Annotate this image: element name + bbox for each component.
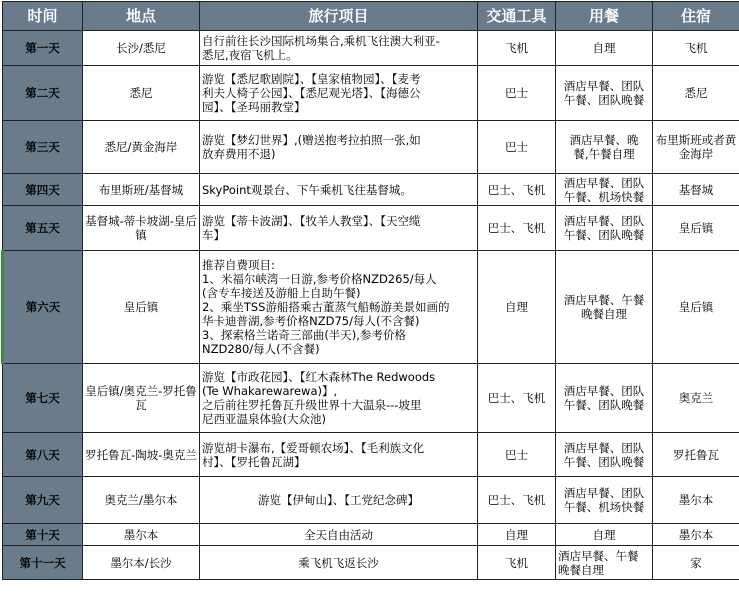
meals-cell [556,524,653,546]
itinerary-line: 车】 [202,228,475,242]
itinerary-line: 园】、【圣玛丽教堂】 [202,100,475,114]
transport-cell: 巴士、飞机 [478,477,556,524]
lodging-cell: 皇后镇 [653,251,739,364]
day-cell: 第六天 [3,251,83,364]
meals-cell [556,31,653,66]
table-row [3,206,739,251]
transport-cell: 巴士 [478,66,556,121]
table-row [3,546,739,580]
itinerary-line: 1、米福尔峡湾一日游,参考价格NZD265/每人 [202,272,475,286]
transport-cell: 飞机 [478,31,556,66]
meals-line: 酒店早餐、晚 [558,133,650,147]
itinerary-line: 利夫人椅子公园】、【悉尼观光塔】、【海德公 [202,86,475,100]
table-row [3,477,739,524]
meals-cell [556,546,653,580]
meals-cell [556,251,653,364]
itinerary-line: NZD280/每人(不含餐) [202,342,475,356]
itinerary-line: 游览胡卡瀑布,【爱哥顿农场】、【毛利族文化 [202,441,475,455]
header-place: 地点 [83,2,200,31]
itinerary-cell [200,31,478,66]
itinerary-line: 2、乘坐TSS游船搭乘古董蒸气船畅游美景如画的 [202,300,475,314]
place-cell: 奥克兰/墨尔本 [83,477,200,524]
itinerary-line: 3、探索格兰诺奇三部曲(半天),参考价格 [202,328,475,342]
meals-line: 酒店早餐、午餐 [558,549,650,563]
table-row [3,174,739,206]
meals-line: 晚餐自理 [558,307,650,321]
itinerary-rows [3,31,739,580]
meals-line: 餐,午餐自理 [558,147,650,161]
itinerary-line: 放弃费用不退) [202,147,475,161]
table-row [3,524,739,546]
transport-cell: 巴士、飞机 [478,206,556,251]
table-row [3,251,739,364]
itinerary-line: 自行前往长沙国际机场集合,乘机飞往澳大利亚- [202,34,475,48]
day-cell: 第一天 [3,31,83,66]
table-row [3,121,739,174]
itinerary-line: 之后前往罗托鲁瓦升级世界十大温泉---坡里 [202,398,475,412]
lodging-cell: 奥克兰 [653,364,739,433]
meals-cell [556,66,653,121]
lodging-cell: 墨尔本 [653,524,739,546]
transport-cell: 飞机 [478,546,556,580]
itinerary-line: (含专车接送及游船上自助午餐) [202,286,475,300]
table-row [3,364,739,433]
header-meals: 用餐 [556,2,653,31]
header-lodging: 住宿 [653,2,739,31]
transport-cell: 巴士 [478,433,556,477]
lodging-cell: 布里斯班或者黄金海岸 [653,121,739,174]
table-row [3,66,739,121]
place-cell: 布里斯班/基督城 [83,174,200,206]
day-cell: 第五天 [3,206,83,251]
itinerary-line: SkyPoint观景台、下午乘机飞往基督城。 [202,183,475,197]
transport-cell: 巴士、飞机 [478,174,556,206]
itinerary-line: 游览【市政花园】、【红木森林The Redwoods [202,370,475,384]
meals-cell [556,364,653,433]
day-cell: 第三天 [3,121,83,174]
itinerary-cell [200,121,478,174]
transport-cell: 自理 [478,251,556,364]
lodging-cell: 基督城 [653,174,739,206]
place-cell: 墨尔本/长沙 [83,546,200,580]
header-transport: 交通工具 [478,2,556,31]
header-itinerary: 旅行项目 [200,2,478,31]
itinerary-line: 村】、【罗托鲁瓦湖】 [202,455,475,469]
itinerary-line: 游览【蒂卡波湖】、【牧羊人教堂】、【天空缆 [202,214,475,228]
itinerary-cell [200,66,478,121]
place-cell: 皇后镇 [83,251,200,364]
itinerary-cell [200,206,478,251]
place-cell: 悉尼/黄金海岸 [83,121,200,174]
itinerary-cell [200,364,478,433]
meals-line: 酒店早餐、团队 [558,214,650,228]
header-row [3,2,739,31]
meals-line: 午餐、团队晚餐 [558,228,650,242]
day-cell: 第九天 [3,477,83,524]
meals-line: 晚餐自理 [558,563,650,577]
transport-cell: 巴士、飞机 [478,364,556,433]
day-cell: 第四天 [3,174,83,206]
meals-line: 酒店早餐、团队 [558,486,650,500]
itinerary-line: 乘飞机飞返长沙 [202,556,475,570]
day-cell: 第十天 [3,524,83,546]
meals-cell [556,121,653,174]
itinerary-line: 悉尼,夜宿飞机上。 [202,48,475,62]
meals-line: 自理 [558,528,650,542]
meals-cell [556,477,653,524]
itinerary-cell [200,174,478,206]
meals-line: 酒店早餐、团队 [558,176,650,190]
meals-line: 午餐、机场快餐 [558,190,650,204]
day-cell: 第七天 [3,364,83,433]
place-cell: 皇后镇/奥克兰-罗托鲁瓦 [83,364,200,433]
lodging-cell: 墨尔本 [653,477,739,524]
lodging-cell: 飞机 [653,31,739,66]
itinerary-table [1,1,739,580]
meals-line: 午餐、机场快餐 [558,500,650,514]
meals-line: 午餐、团队晚餐 [558,93,650,107]
itinerary-cell [200,477,478,524]
lodging-cell: 皇后镇 [653,206,739,251]
meals-cell [556,433,653,477]
itinerary-line: 推荐自费项目: [202,258,475,272]
itinerary-line: 游览【伊甸山】、【工党纪念碑】 [202,493,475,507]
place-cell: 罗托鲁瓦-陶坡-奥克兰 [83,433,200,477]
meals-cell [556,174,653,206]
meals-line: 午餐、团队晚餐 [558,398,650,412]
place-cell: 墨尔本 [83,524,200,546]
table-row [3,433,739,477]
itinerary-line: 尼西亚温泉体验(大众池) [202,412,475,426]
meals-line: 酒店早餐、团队 [558,384,650,398]
itinerary-line: 游览【梦幻世界】,(赠送抱考拉拍照一张,如 [202,133,475,147]
meals-cell [556,206,653,251]
place-cell: 长沙/悉尼 [83,31,200,66]
lodging-cell: 家 [653,546,739,580]
itinerary-cell [200,546,478,580]
itinerary-line: 全天自由活动 [202,528,475,542]
itinerary-line: 华卡迪普湖,参考价格NZD75/每人(不含餐) [202,314,475,328]
itinerary-cell [200,433,478,477]
table-row [3,31,739,66]
lodging-cell: 悉尼 [653,66,739,121]
transport-cell: 巴士 [478,121,556,174]
place-cell: 基督城-蒂卡坡湖-皇后镇 [83,206,200,251]
meals-line: 酒店早餐、午餐 [558,293,650,307]
lodging-cell: 罗托鲁瓦 [653,433,739,477]
meals-line: 午餐、团队晚餐 [558,455,650,469]
transport-cell: 自理 [478,524,556,546]
itinerary-cell [200,251,478,364]
header-time: 时间 [3,2,83,31]
meals-line: 酒店早餐、团队 [558,79,650,93]
day-cell: 第八天 [3,433,83,477]
itinerary-line: 游览【悉尼歌剧院】、【皇家植物园】、【麦考 [202,72,475,86]
day-cell: 第十一天 [3,546,83,580]
meals-line: 自理 [558,41,650,55]
itinerary-line: (Te Whakarewarewa)】, [202,384,475,398]
itinerary-cell [200,524,478,546]
meals-line: 酒店早餐、团队 [558,441,650,455]
day-cell: 第二天 [3,66,83,121]
place-cell: 悉尼 [83,66,200,121]
